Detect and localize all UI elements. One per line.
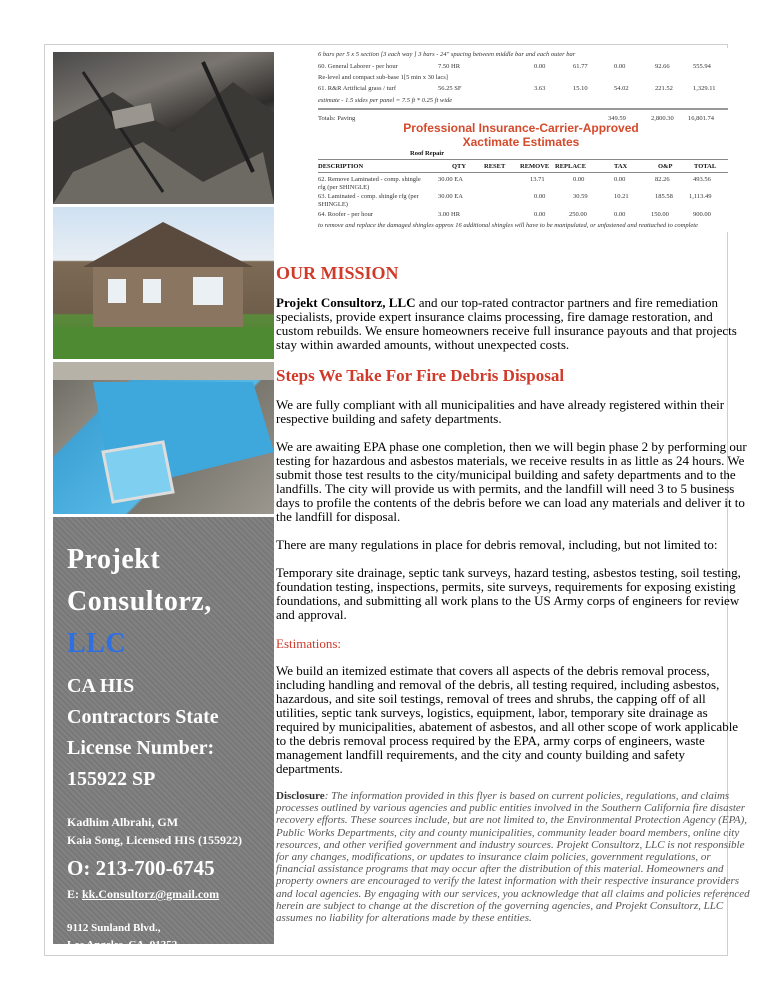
row-desc: 61. R&R Artificial grass / turf <box>318 85 396 92</box>
row-total: 1,113.49 <box>689 193 712 200</box>
estimate-row <box>318 85 728 94</box>
estimate-note-top: 6 bars per 5 x 5 section [3 each way ] 3 bars - 24" spacing between middle bar and each outer bar <box>318 51 576 58</box>
estimate-title-1: Professional Insurance-Carrier-Approved <box>403 121 639 135</box>
license-line-4: 155922 SP <box>67 768 156 790</box>
estimate-row <box>318 211 728 220</box>
steps-heading: Steps We Take For Fire Debris Disposal <box>276 366 565 385</box>
estimations-paragraph: We build an itemized estimate that covers all aspects of the debris removal process, including handling and removal of the debris, all testing required, including asbestos, hazardous, and site soil testings, removal of trees and shrubs, the capping off of all utilities, septic tank surveys, logistics, equipment, labor, temporary site drainage as required by municipalities, abatement of asbestos, and all other scope of work applicable to the debris removal process required by the EPA, army corps of engineers, waste management landfill requirements, and the city and county building and safety departments. <box>276 663 739 776</box>
row-qty: 30.00 EA <box>438 193 463 200</box>
address-line-1: 9112 Sunland Blvd., <box>67 922 161 934</box>
fire-debris-photo <box>53 52 274 204</box>
totals-label: Totals: Paving <box>318 115 356 122</box>
disclosure-text: : The information provided in this flyer is based on current policies, regulations, and claims processes outlined by various agencies and public entities involved in the Southern California fire disaster recovery efforts. These sources include, but are not limited to, the Environmental Protection Agency (EPA), Public Works Departments, city and county municipalities, community leader board members, online city resources, and other verified government and industry sources. Projekt Consultorz, LLC is not responsible for any changes, modifications, or updates to insurance claim policies, government regulations, or financial assistance programs that may occur after the distribution of this material. Homeowners and property owners are encouraged to verify the latest information with their respective insurance providers and local agencies. By engaging with our services, you acknowledge that all claims and policies referenced herein are subject to change at the discretion of the governing agencies, and Projekt Consultorz, LLC assumes no liability for alterations made by these entities. <box>276 790 750 925</box>
header-remove: REMOVE <box>520 163 550 170</box>
brand-line-1: Projekt <box>67 544 161 575</box>
estimate-row-note: Re-level and compact sub-base 1[5 min x 30 lacs] <box>318 74 448 81</box>
header-qty: QTY <box>452 163 467 170</box>
estimate-note: estimate - 1.5 sides per panel = 7.5 ft * 0.25 ft wide <box>318 97 453 104</box>
brand-llc: LLC <box>67 628 127 659</box>
disclosure <box>276 790 750 924</box>
mission-text: and our top-rated contractor partners and fire remediation specialists, provide expert insurance claims processing, fire damage restoration, and custom rebuilds. We ensure homeowners receive full insurance payouts and that projects stay within awarded amounts, without unexpected costs. <box>276 295 737 352</box>
totals-tax: 349.59 <box>608 115 626 122</box>
estimations-heading: Estimations: <box>276 636 341 651</box>
person-gm: Kadhim Albrahi, GM <box>67 815 179 829</box>
row-qty: 56.25 SF <box>438 85 462 92</box>
row-qty: 7.50 HR <box>438 63 461 70</box>
mission-paragraph <box>276 296 750 352</box>
row-replace: 15.10 <box>573 85 588 92</box>
row-tax: 0.00 <box>614 176 626 183</box>
estimate-note-bottom: to remove and replace the damaged shingles approx 16 additional shingles will have to be manipulated, or unfastened and reattached to complete <box>318 222 698 229</box>
row-total: 493.56 <box>693 176 711 183</box>
header-total: TOTAL <box>694 163 717 170</box>
estimate-header-row <box>318 163 728 172</box>
row-tax: 0.00 <box>614 211 626 218</box>
main-content <box>276 262 750 924</box>
license-line-2: Contractors State <box>67 706 219 728</box>
license-line-3: License Number: <box>67 737 215 759</box>
steps-paragraph-4: Temporary site drainage, septic tank surveys, hazard testing, asbestos testing, soil testing, foundation testing, inspections, permits, site surveys, requirements for exposing existing foundations, and submitting all work plans to the US Army corps of engineers for review and approval. <box>276 565 741 622</box>
header-desc: DESCRIPTION <box>318 163 364 170</box>
estimate-divider <box>318 172 728 173</box>
row-remove: 0.00 <box>534 63 546 70</box>
pool-illustration <box>53 362 274 514</box>
license-info <box>67 671 264 795</box>
header-op: O&P <box>658 163 673 170</box>
brand-line-2: Consultorz, <box>67 586 212 617</box>
header-replace: REPLACE <box>555 163 587 170</box>
row-desc: 64. Roofer - per hour <box>318 211 374 218</box>
mission-company: Projekt Consultorz, LLC <box>276 295 416 310</box>
email-line <box>67 887 264 902</box>
xactimate-estimate-sheet <box>314 48 728 232</box>
row-desc: 63. Laminated - comp. shingle rfg (per SHINGLE) <box>318 193 419 208</box>
phone-number[interactable]: O: 213-700-6745 <box>67 856 215 880</box>
totals-total: 16,801.74 <box>688 115 714 122</box>
steps-paragraph-2: We are awaiting EPA phase one completion, then we will begin phase 2 by performing our testing for hazardous and asbestos materials, we receive results in as little as 24 hours. We submit those test results to the city/municipal building and safety departments and to the landfills. The city will provide us with permits, and the landfill will need 3 to 5 business days to profile the contents of the debris before we can load any materials and deliver it to the landfill for disposal. <box>276 439 747 524</box>
row-op: 221.52 <box>655 85 673 92</box>
estimate-row <box>318 63 728 72</box>
row-replace: 0.00 <box>573 176 585 183</box>
row-tax: 0.00 <box>614 63 626 70</box>
row-desc: 60. General Laborer - per hour <box>318 63 398 70</box>
disclosure-label: Disclosure <box>276 790 325 802</box>
license-line-1: CA HIS <box>67 675 135 697</box>
mission-heading: OUR MISSION <box>276 263 399 283</box>
contact-sidebar <box>53 517 274 951</box>
company-name <box>67 539 264 665</box>
row-op: 92.66 <box>655 63 670 70</box>
estimate-row <box>318 193 728 209</box>
estimate-divider <box>318 108 728 110</box>
estimate-title-2: Xactimate Estimates <box>462 135 580 149</box>
address <box>67 920 264 954</box>
estimate-row <box>318 176 728 192</box>
person-his: Kaia Song, Licensed HIS (155922) <box>67 833 243 847</box>
row-total: 555.94 <box>693 63 711 70</box>
totals-op: 2,800.30 <box>651 115 674 122</box>
row-op: 185.58 <box>655 193 673 200</box>
email-link[interactable]: kk.Consultorz@gmail.com <box>82 887 220 901</box>
row-total: 1,329.11 <box>693 85 716 92</box>
header-tax: TAX <box>614 163 628 170</box>
house-photo <box>53 207 274 359</box>
steps-paragraph-3: There are many regulations in place for debris removal, including, but not limited to: <box>276 537 718 552</box>
row-desc: 62. Remove Laminated - comp. shingle rfg (per SHINGLE) <box>318 176 421 191</box>
row-qty: 3.00 HR <box>438 211 461 218</box>
contact-people <box>67 813 264 849</box>
steps-paragraph-1: We are fully compliant with all municipalities and have already registered within their respective building and safety departments. <box>276 397 725 426</box>
row-replace: 250.00 <box>569 211 587 218</box>
row-remove: 13.71 <box>530 176 545 183</box>
house-illustration <box>53 207 274 359</box>
row-remove: 3.63 <box>534 85 546 92</box>
email-label: E: <box>67 887 82 901</box>
pool-photo <box>53 362 274 514</box>
estimate-divider <box>318 159 728 160</box>
row-qty: 30.00 EA <box>438 176 463 183</box>
row-tax: 54.02 <box>614 85 629 92</box>
header-reset: RESET <box>484 163 506 170</box>
fire-debris-illustration <box>53 52 274 204</box>
row-tax: 10.21 <box>614 193 629 200</box>
row-remove: 0.00 <box>534 193 546 200</box>
row-replace: 61.77 <box>573 63 588 70</box>
row-op: 82.26 <box>655 176 670 183</box>
row-total: 900.00 <box>693 211 711 218</box>
row-replace: 30.59 <box>573 193 588 200</box>
row-remove: 0.00 <box>534 211 546 218</box>
estimate-section: Roof Repair <box>410 150 445 157</box>
address-line-2: Los Angeles, CA, 91352 <box>67 939 178 951</box>
row-op: 150.00 <box>651 211 669 218</box>
